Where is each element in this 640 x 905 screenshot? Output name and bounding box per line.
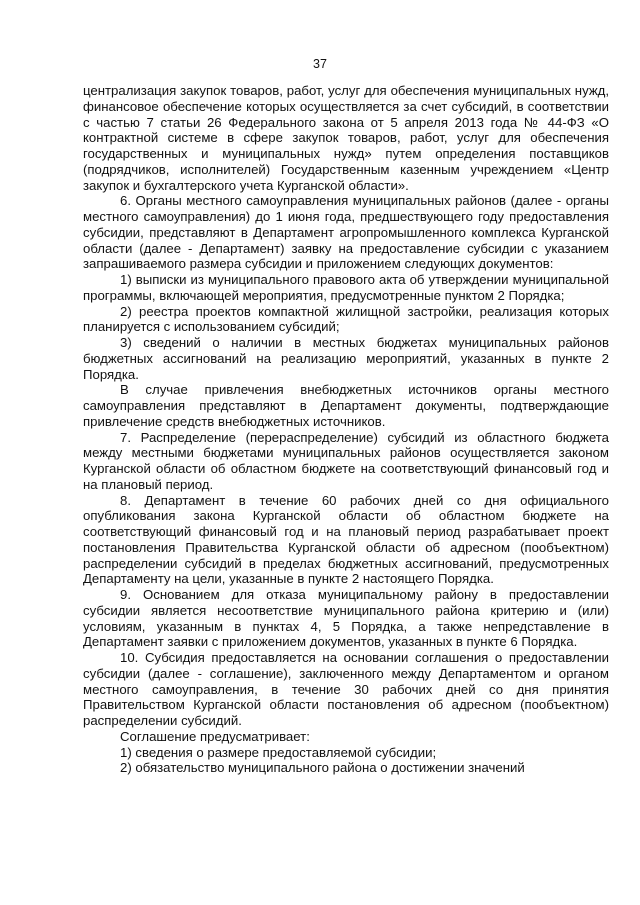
paragraph-subitem-2: 2) реестра проектов компактной жилищной застройки, реализация которых планируется с использованием субсидий; (83, 303, 609, 335)
paragraph-subitem-1: 1) выписки из муниципального правового акта об утверждении муниципальной программы, включающей мероприятия, предусмотренные пунктом 2 Порядка; (83, 272, 609, 303)
paragraph-agreement-intro: Соглашение предусматривает: (120, 728, 310, 744)
paragraph-item-9: 9. Основанием для отказа муниципальному району в предоставлении субсидии является несоответствие муниципального района критерию и (или) условиям, указанным в пунктах 4, 5 Порядка, а также непредставление в Департамент заявки с приложением документов, указанных в пункте 6 Порядка. (83, 587, 609, 650)
paragraph-agreement-item-2: 2) обязательство муниципального района о достижении значений (120, 760, 525, 776)
paragraph-item-10: 10. Субсидия предоставляется на основании соглашения о предоставлении субсидии (далее - соглашение), заключенного между Департаментом и органом местного самоуправления, в течение 30 рабочих дней со дня принятия Правительством Курганской области постановления об адресном (пообъектном) распределении субсидий. (83, 650, 609, 728)
paragraph-extrabudgetary: В случае привлечения внебюджетных источников органы местного самоуправления представляют в Департамент документы, подтверждающие привлечение средств внебюджетных источников. (83, 382, 609, 429)
paragraph-agreement-item-1: 1) сведения о размере предоставляемой субсидии; (120, 744, 437, 760)
page-number: 37 (313, 57, 327, 71)
paragraph-item-6: 6. Органы местного самоуправления муниципальных районов (далее - органы местного самоуправления) до 1 июня года, предшествующего году предоставления субсидии, представляют в Департамент агропромышленного комплекса Курганской области (далее - Департамент) заявку на предоставление субсидии с указанием запрашиваемого размера субсидии и приложением следующих документов: (83, 193, 609, 272)
paragraph-continuation: централизация закупок товаров, работ, услуг для обеспечения муниципальных нужд, финансовое обеспечение которых осуществляется за счет субсидий, в соответствии с частью 7 статьи 26 Федерального закона от 5 апреля 2013 года № 44-ФЗ «О контрактной системе в сфере закупок товаров, работ, услуг для обеспечения государственных и муниципальных нужд» путем определения поставщиков (подрядчиков, исполнителей) Государственным казенным учреждением «Центр закупок и бухгалтерского учета Курганской области». (83, 83, 609, 193)
paragraph-item-8: 8. Департамент в течение 60 рабочих дней со дня официального опубликования закона Курганской области об областном бюджете на соответствующий финансовый год и на плановый период разрабатывает проект постановления Правительства Курганской области об адресном (пообъектном) распределении субсидий в пределах бюджетных ассигнований, предусмотренных Департаменту на цели, указанные в пункте 2 настоящего Порядка. (83, 492, 609, 587)
paragraph-item-7: 7. Распределение (перераспределение) субсидий из областного бюджета между местными бюджетами муниципальных районов осуществляется законом Курганской области об областном бюджете на соответствующий финансовый год и на плановый период. (83, 429, 609, 492)
document-body (83, 83, 609, 776)
paragraph-subitem-3: 3) сведений о наличии в местных бюджетах муниципальных районов бюджетных ассигнований на реализацию мероприятий, указанных в пункте 2 Порядка. (83, 335, 609, 382)
